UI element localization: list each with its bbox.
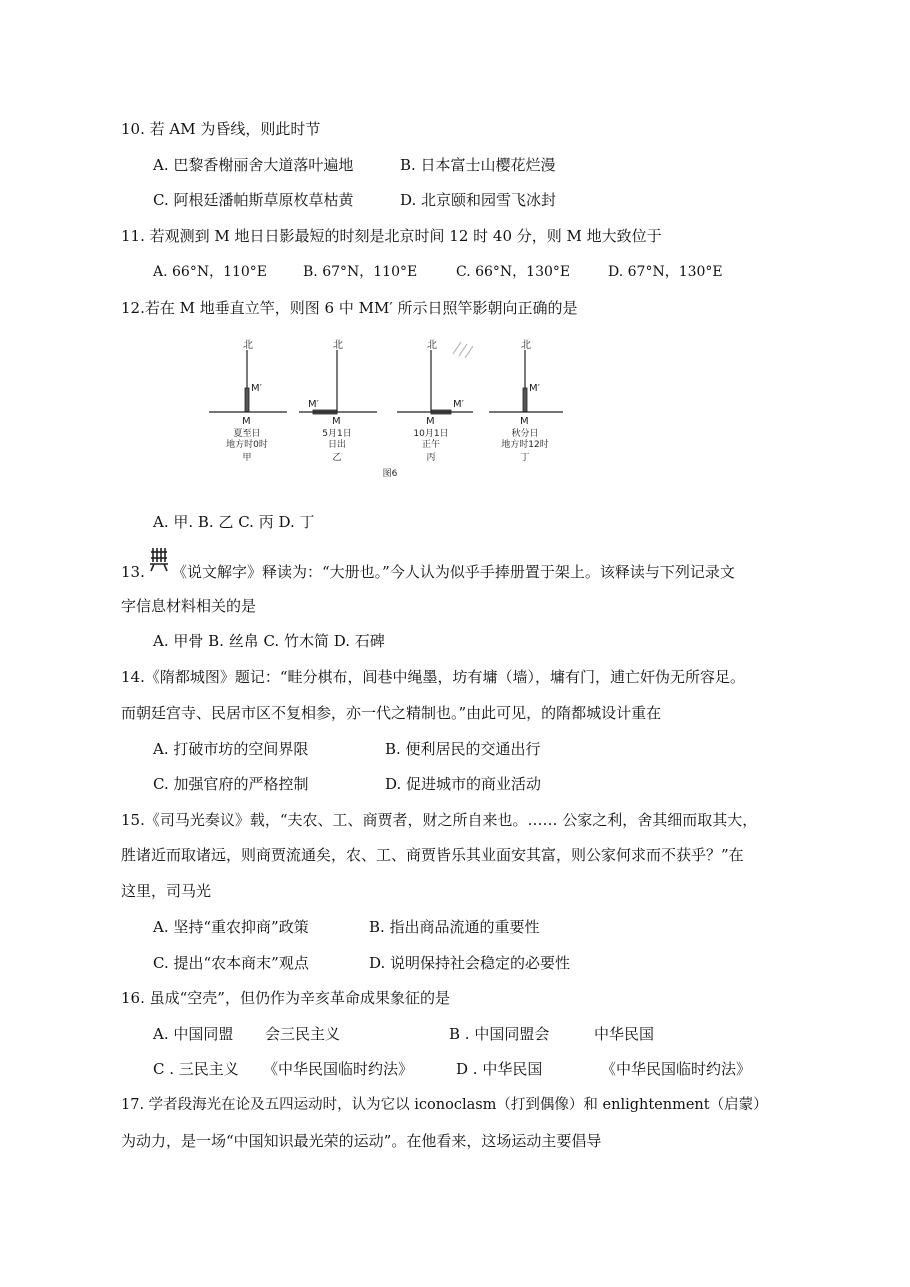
shadow-label: M′ [251,383,262,394]
panel-label: 甲 [242,453,252,463]
q15-option-a: A. 坚持“重农抑商”政策 [153,918,309,936]
time-label: 日出 [327,440,347,450]
q14-option-a: A. 打破市坊的空间界限 [153,740,309,758]
q10-option-b: B. 日本富士山樱花烂漫 [400,156,556,174]
q16-option-a-part2: 会三民主义 [265,1025,341,1043]
oracle-character-dian-icon [148,546,170,572]
q11-option-c: C. 66°N，130°E [456,264,571,280]
shadow-label: M′ [453,399,464,410]
panel-yi [299,339,377,463]
point-label: M [332,416,341,427]
q16-option-d-part2: 《中华民国临时约法》 [601,1060,752,1078]
q15-stem-line1: 15.《司马光奏议》载，“夫农、工、商贾者，财之所自来也。…… 公家之利，舍其细而取其大， [121,811,758,829]
figure-caption: 图6 [382,469,398,479]
q13-number: 13. [121,563,145,581]
date-label: 10月1日 [413,429,449,439]
panel-label: 乙 [332,453,342,463]
shadow-bar [523,388,527,412]
q16-option-d-part1: D . 中华民国 [456,1060,543,1078]
q11-option-a: A. 66°N，110°E [153,264,268,280]
shadow-label: M′ [529,383,540,394]
q17-stem-line1: 17. 学者段海光在论及五四运动时，认为它以 iconoclasm（打到偶像）和 enlightenment（启蒙） [121,1097,768,1113]
q13-options: A. 甲骨 B. 丝帛 C. 竹木简 D. 石碑 [153,632,385,650]
date-label: 夏至日 [233,429,261,439]
date-label: 5月1日 [322,429,352,439]
time-label: 地方时0时 [226,440,268,450]
panel-label: 丙 [426,453,436,463]
q14-option-d: D. 促进城市的商业活动 [385,775,542,793]
q16-option-c-part1: C . 三民主义 [153,1060,239,1078]
q14-option-b: B. 便利居民的交通出行 [385,740,541,758]
point-label: M [520,416,529,427]
q10-option-a: A. 巴黎香榭丽舍大道落叶遍地 [153,156,354,174]
q16-option-a-part1: A. 中国同盟 [153,1025,234,1043]
q13-stem-line2: 字信息材料相关的是 [121,597,257,615]
q12-stem: 12.若在 M 地垂直立竿，则图 6 中 MM′ 所示日照竿影朝向正确的是 [121,299,578,317]
figure-6 [205,336,575,486]
q15-stem-line3: 这里，司马光 [121,882,212,900]
q14-option-c: C. 加强官府的严格控制 [153,775,309,793]
north-label: 北 [243,340,253,351]
q17-stem-line2: 为动力，是一场“中国知识最光荣的运动”。在他看来，这场运动主要倡导 [121,1132,602,1150]
shadow-label: M′ [308,399,319,410]
panel-ding [489,339,563,463]
point-label: M [426,416,435,427]
north-label: 北 [427,340,437,351]
q11-option-d: D. 67°N，130°E [608,264,723,280]
q10-stem: 10. 若 AM 为昏线，则此时节 [121,120,321,138]
q16-stem: 16. 虽成“空壳”，但仍作为辛亥革命成果象征的是 [121,989,450,1007]
q16-option-b-part1: B . 中国同盟会 [449,1025,550,1043]
q10-option-c: C. 阿根廷潘帕斯草原枚草枯黄 [153,191,354,209]
shadow-bar [245,388,249,412]
north-label: 北 [333,340,343,351]
q16-option-c-part2: 《中华民国临时约法》 [263,1060,414,1078]
q16-option-b-part2: 中华民国 [594,1025,655,1043]
q11-option-b: B. 67°N，110°E [303,264,418,280]
q15-stem-line2: 胜诸近而取诸远，则商贾流通矣，农、工、商贾皆乐其业面安其富，则公家何求而不获乎？”在 [121,846,744,864]
q10-option-d: D. 北京颐和园雪飞冰封 [400,191,557,209]
point-label: M [242,416,251,427]
panel-bing [397,339,473,463]
q14-stem-line1: 14.《隋都城图》题记：“畦分棋布，闾巷中绳墨，坊有墉（墙），墉有门，逋亡奸伪无所容足。 [121,668,746,686]
q12-options: A. 甲. B. 乙 C. 丙 D. 丁 [153,513,315,531]
north-label: 北 [521,340,531,351]
q15-option-b: B. 指出商品流通的重要性 [369,918,540,936]
time-label: 地方时12时 [501,440,549,450]
panel-jia [209,339,287,463]
q15-option-c: C. 提出“农本商末”观点 [153,954,309,972]
time-label: 正午 [421,440,441,450]
scan-marks [453,342,473,358]
q15-option-d: D. 说明保持社会稳定的必要性 [369,954,571,972]
date-label: 秋分日 [511,429,539,439]
q13-stem-line1: 《说文解字》释读为：“大册也。”今人认为似乎手捧册置于架上。该释读与下列记录文 [172,563,735,581]
q14-stem-line2: 而朝廷宫寺、民居市区不复相参，亦一代之精制也。”由此可见，的隋都城设计重在 [121,704,662,722]
q11-stem: 11. 若观测到 M 地日日影最短的时刻是北京时间 12 时 40 分，则 M 地大致位于 [121,227,662,245]
panel-label: 丁 [520,453,530,463]
